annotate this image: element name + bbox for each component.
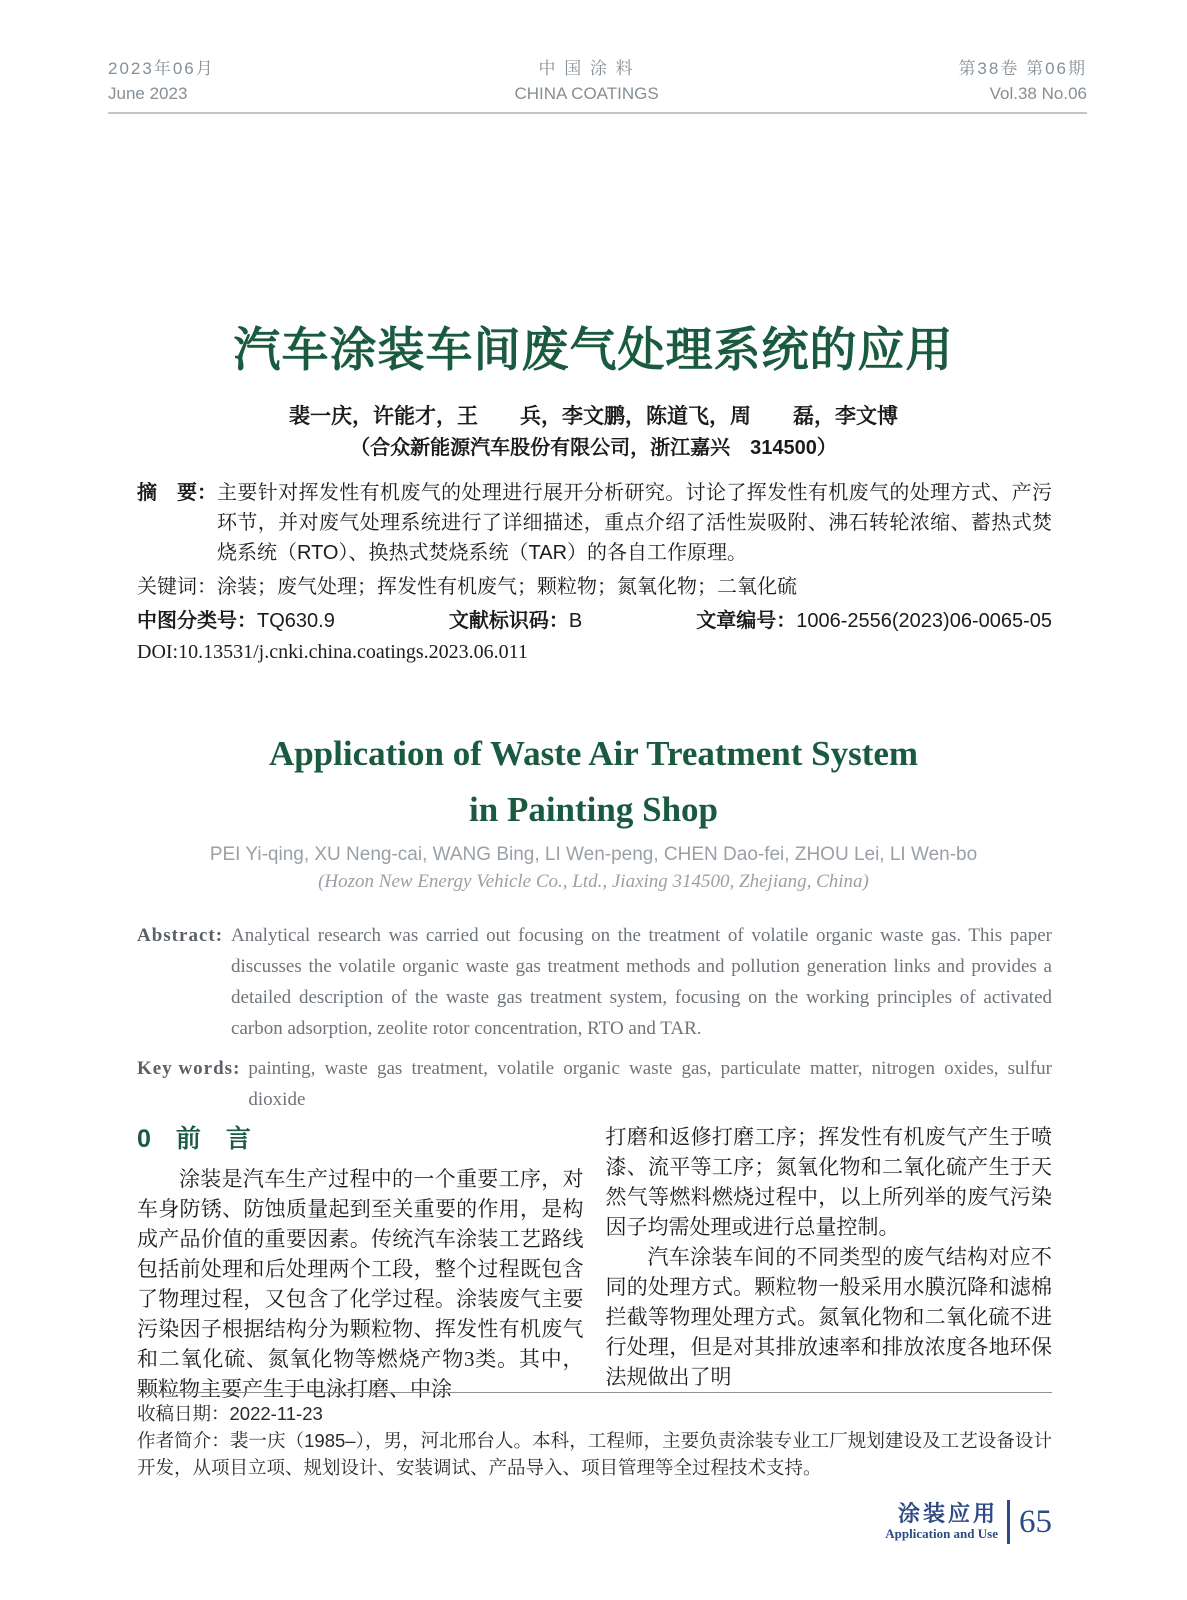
doi: DOI:10.13531/j.cnki.china.coatings.2023.06.011	[137, 641, 528, 663]
section-heading-intro: 0 前 言	[137, 1125, 251, 1153]
meta-row	[137, 606, 1052, 636]
received-date-label: 收稿日期：	[137, 1403, 230, 1424]
abstract-cn	[137, 478, 1052, 568]
keywords-cn	[137, 572, 1052, 602]
body-column-left	[137, 1122, 584, 1404]
keywords-en	[137, 1053, 1052, 1115]
journal-date-en: June 2023	[108, 84, 188, 103]
abstract-cn-label: 摘 要：	[137, 482, 217, 504]
body-paragraph: 涂装是汽车生产过程中的一个重要工序，对车身防锈、防蚀质量起到至关重要的作用，是构成产品价值的重要因素。传统汽车涂装工艺路线包括前处理和后处理两个工段，整个过程既包含了物理过程，又包含了化学过程。涂装废气主要污染因子根据结构分为颗粒物、挥发性有机废气和二氧化硫、氮氧化物等燃烧产物3类。其中，颗粒物主要产生于电泳打磨、中涂	[137, 1167, 584, 1401]
article-id-label: 文章编号：	[696, 610, 797, 632]
abstract-cn-block	[137, 478, 1052, 666]
author-bio	[137, 1427, 1052, 1481]
paper-title-en	[0, 726, 1187, 838]
body-column-right	[606, 1122, 1053, 1404]
abstract-en	[137, 920, 1052, 1044]
journal-date	[108, 56, 215, 106]
journal-title-cn: 中 国 涂 料	[538, 59, 635, 78]
paper-title-en-line2: in Painting Shop	[469, 790, 718, 829]
page-number: 65	[1019, 1504, 1052, 1540]
paper-title-cn: 汽车涂装车间废气处理系统的应用	[233, 323, 954, 376]
keywords-cn-text: 涂装；废气处理；挥发性有机废气；颗粒物；氮氧化物；二氧化硫	[217, 576, 797, 598]
abstract-en-block	[137, 920, 1052, 1115]
clc-label: 中图分类号：	[137, 610, 257, 632]
header-divider	[108, 112, 1087, 114]
document-code-label: 文献标识码：	[448, 610, 569, 632]
journal-date-cn: 2023年06月	[108, 59, 215, 78]
paper-title-en-line1: Application of Waste Air Treatment System	[268, 734, 919, 773]
footer-section-cn: 涂装应用	[897, 1501, 998, 1526]
document-code	[449, 606, 582, 636]
author-bio-label: 作者简介：	[137, 1430, 230, 1451]
clc-value: TQ630.9	[257, 610, 335, 632]
footer-section	[885, 1502, 998, 1542]
abstract-cn-text: 主要针对挥发性有机废气的处理进行展开分析研究。讨论了挥发性有机废气的处理方式、产污环节，并对废气处理系统进行了详细描述，重点介绍了活性炭吸附、沸石转轮浓缩、蓄热式焚烧系统（RTO）、换热式焚烧系统（TAR）的各自工作原理。	[217, 482, 1052, 564]
received-date-value: 2022-11-23	[229, 1403, 323, 1424]
article-id	[696, 606, 1052, 636]
footer-section-en: Application and Use	[885, 1526, 998, 1541]
journal-title	[514, 56, 658, 106]
affiliation-en: (Hozon New Energy Vehicle Co., Ltd., Jiaxing 314500, Zhejiang, China)	[318, 871, 869, 892]
clc-number	[137, 606, 335, 636]
journal-title-en: CHINA COATINGS	[514, 84, 659, 103]
authors-en: PEI Yi-qing, XU Neng-cai, WANG Bing, LI Wen-peng, CHEN Dao-fei, ZHOU Lei, LI Wen-bo	[209, 844, 978, 865]
article-id-value: 1006-2556(2023)06-0065-05	[796, 610, 1052, 632]
body-paragraph: 打磨和返修打磨工序；挥发性有机废气产生于喷漆、流平等工序；氮氧化物和二氧化硫产生于天然气等燃料燃烧过程中，以上所列举的废气污染因子均需处理或进行总量控制。	[605, 1125, 1052, 1239]
journal-volume-cn: 第38卷 第06期	[958, 59, 1087, 78]
footer-divider-bar	[1007, 1500, 1010, 1544]
body-paragraph: 汽车涂装车间的不同类型的废气结构对应不同的处理方式。颗粒物一般采用水膜沉降和滤棉拦截等物理处理方式。氮氧化物和二氧化硫不进行处理，但是对其排放速率和排放浓度各地环保法规做出了明	[605, 1245, 1052, 1389]
journal-header	[108, 56, 1087, 106]
keywords-en-text: painting, waste gas treatment, volatile organic waste gas, particulate matter, nitrogen oxides, sulfur dioxide	[248, 1058, 1052, 1110]
document-code-value: B	[568, 610, 583, 632]
page-footer	[885, 1500, 1052, 1544]
abstract-en-text: Analytical research was carried out focusing on the treatment of volatile organic waste gas. This paper discusses the volatile organic waste gas treatment methods and pollution generation links and provides a detailed description of the waste gas treatment system, focusing on the working principles of activated carbon adsorption, zeolite rotor concentration, RTO and TAR.	[231, 925, 1052, 1039]
keywords-cn-label: 关键词：	[137, 576, 217, 598]
journal-volume-en: Vol.38 No.06	[989, 84, 1087, 103]
affiliation-cn: （合众新能源汽车股份有限公司，浙江嘉兴 314500）	[350, 437, 837, 459]
footnote-divider	[137, 1392, 1052, 1393]
body-columns	[137, 1122, 1052, 1404]
footnote	[137, 1400, 1052, 1481]
received-date	[137, 1400, 1052, 1427]
journal-volume	[958, 56, 1087, 106]
keywords-en-label: Key words:	[137, 1058, 241, 1079]
abstract-en-label: Abstract:	[137, 925, 224, 946]
author-bio-text: 裴一庆（1985–），男，河北邢台人。本科，工程师，主要负责涂装专业工厂规划建设及工艺设备设计开发，从项目立项、规划设计、安装调试、产品导入、项目管理等全过程技术支持。	[137, 1430, 1052, 1478]
authors-cn: 裴一庆，许能才，王 兵，李文鹏，陈道飞，周 磊，李文博	[289, 405, 898, 428]
